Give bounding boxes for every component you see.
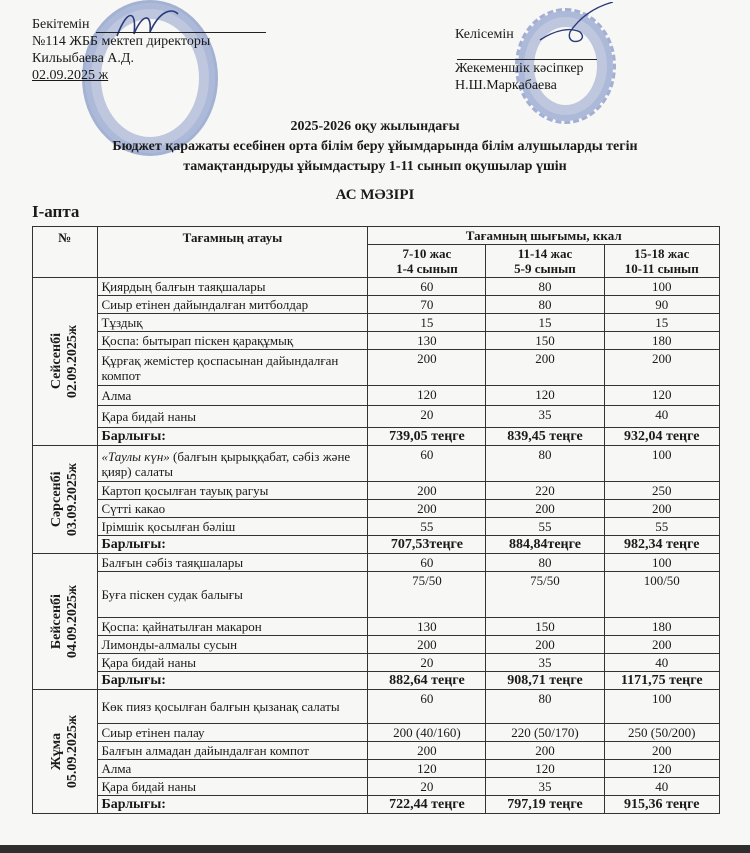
total-price: 908,71 теңге [486,672,604,690]
group-header [486,245,604,278]
dish-name [97,778,368,796]
agreement-name: Н.Ш.Маркабаева [455,78,557,93]
group-age: 15-18 жас [634,246,690,261]
dish-name [97,618,368,636]
portion-value: 55 [486,518,604,536]
portion-value: 80 [486,690,604,724]
table-row [33,386,720,406]
portion-value: 35 [486,654,604,672]
dish-name [97,332,368,350]
day-date: 04.09.2025ж [64,584,80,659]
total-price: 884,84теңге [486,536,604,554]
dish-name [97,350,368,386]
portion-value: 60 [368,690,486,724]
page-title: АС МӘЗІРІ [335,187,415,203]
portion-value: 80 [486,554,604,572]
portion-value: 15 [604,314,720,332]
total-price: 739,05 теңге [368,428,486,446]
portion-value: 120 [486,760,604,778]
portion-value: 200 [486,636,604,654]
day-name: Бейсенбі [48,593,64,650]
dish-name-text: Қара бидай наны [101,655,197,670]
portion-value: 20 [368,778,486,796]
header-line-2: Бюджет қаражаты есебінен орта білім беру ұйымдарында білім алушыларды тегін [112,139,638,154]
agreement-block [455,26,655,94]
portion-value: 120 [368,386,486,406]
portion-value: 200 [368,742,486,760]
group-age: 7-10 жас [402,246,452,261]
portion-value: 120 [604,760,720,778]
portion-value: 20 [368,406,486,428]
day-date: 05.09.2025ж [64,714,80,789]
total-row [33,672,720,690]
col-name-header: Тағамның атауы [97,227,368,278]
dish-name [97,296,368,314]
portion-value: 100 [604,690,720,724]
portion-value: 35 [486,778,604,796]
portion-value: 40 [604,778,720,796]
group-age: 11-14 жас [517,246,573,261]
bottom-edge [0,845,750,853]
dish-name-text: Лимонды-алмалы сусын [101,637,238,652]
day-cell [33,690,98,814]
dish-name [97,572,368,618]
dish-name [97,446,368,482]
portion-value: 200 [486,742,604,760]
portion-value: 55 [604,518,720,536]
table-row [33,778,720,796]
dish-name-text: Сиыр етінен палау [101,725,205,740]
portion-value: 200 [604,500,720,518]
portion-value: 100/50 [604,572,720,618]
total-price: 1171,75 теңге [604,672,720,690]
day-cell [33,554,98,690]
portion-value: 80 [486,296,604,314]
dish-name [97,636,368,654]
dish-name-text: Ірімшік қосылған бәліш [101,519,236,534]
dish-name-text: Балғын алмадан дайындалған компот [101,743,309,758]
portion-value: 60 [368,446,486,482]
total-row [33,796,720,814]
portion-value: 75/50 [486,572,604,618]
dish-name-text: Сиыр етінен дайындалған митболдар [101,297,309,312]
approval-date: 02.09.2025 ж [32,68,109,83]
portion-value: 250 (50/200) [604,724,720,742]
portion-value: 220 (50/170) [486,724,604,742]
table-row [33,278,720,296]
day-name: Сейсенбі [48,333,64,390]
day-cell [33,278,98,446]
portion-value: 35 [486,406,604,428]
total-label: Барлығы: [97,672,368,690]
portion-value: 180 [604,332,720,350]
portion-value: 200 [368,636,486,654]
dish-name-text: Қара бидай наны [101,779,197,794]
agreement-position: Жекеменшік кәсіпкер [455,61,584,76]
dish-name [97,406,368,428]
table-row [33,654,720,672]
total-label: Барлығы: [97,796,368,814]
dish-name-text: Тұздық [101,315,143,330]
signature-line [96,20,266,33]
table-row [33,296,720,314]
col-number-header: № [33,227,98,278]
table-row [33,572,720,618]
dish-name [97,554,368,572]
day-label [49,585,81,658]
portion-value: 220 [486,482,604,500]
table-row [33,618,720,636]
portion-value: 200 [486,500,604,518]
table-row [33,554,720,572]
portion-value: 200 [604,742,720,760]
portion-value: 55 [368,518,486,536]
dish-name [97,654,368,672]
dish-name-text: Буға піскен судак балығы [101,587,243,602]
portion-value: 130 [368,332,486,350]
portion-value: 120 [604,386,720,406]
group-header [368,245,486,278]
header-line-1: 2025-2026 оқу жылындағы [290,119,460,134]
table-row [33,636,720,654]
dish-name-text: Алма [101,388,132,403]
portion-value: 100 [604,554,720,572]
dish-name [97,742,368,760]
approval-label: Бекітемін [32,17,90,32]
dish-name [97,314,368,332]
dish-name-text: Балғын сәбіз таяқшалары [101,555,244,570]
total-price: 882,64 теңге [368,672,486,690]
table-row [33,406,720,428]
day-name: Сәрсенбі [48,471,64,528]
portion-value: 40 [604,654,720,672]
portion-value: 120 [368,760,486,778]
portion-value: 60 [368,554,486,572]
portion-value: 200 [368,500,486,518]
table-row [33,482,720,500]
dish-name [97,518,368,536]
day-name: Жұма [48,732,64,771]
total-price: 839,45 теңге [486,428,604,446]
portion-value: 100 [604,278,720,296]
portion-value: 80 [486,446,604,482]
portion-value: 150 [486,618,604,636]
portion-value: 200 [604,636,720,654]
total-price: 797,19 теңге [486,796,604,814]
dish-name-text: Картоп қосылған тауық рагуы [101,483,269,498]
portion-value: 150 [486,332,604,350]
header-line-3: тамақтандыруды ұйымдастыру 1-11 сынып оқушылар үшін [183,159,567,174]
dish-name [97,690,368,724]
total-price: 915,36 теңге [604,796,720,814]
approval-block [32,16,292,84]
signature-line [457,47,597,60]
group-grade: 1-4 сынып [396,261,458,276]
table-row [33,742,720,760]
group-grade: 10-11 сынып [624,261,699,276]
table-row [33,518,720,536]
day-label [49,463,81,536]
portion-value: 40 [604,406,720,428]
table-row [33,314,720,332]
dish-name-text: Құрғақ жемістер қоспасынан дайындалған компот [101,352,339,383]
dish-name-text: Сүтті какао [101,501,166,516]
total-price: 707,53теңге [368,536,486,554]
portion-value: 80 [486,278,604,296]
total-row [33,536,720,554]
col-output-header: Тағамның шығымы, ккал [368,227,720,245]
table-row [33,446,720,482]
dish-name-text: Қоспа: бытырап піскен қарақұмық [101,333,294,348]
group-grade: 5-9 сынып [514,261,576,276]
day-date: 02.09.2025ж [64,324,80,399]
day-cell [33,446,98,554]
table-row [33,760,720,778]
group-header [604,245,720,278]
table-row [33,724,720,742]
approval-name: Кильыбаева А.Д. [32,51,134,66]
table-row [33,332,720,350]
dish-name [97,500,368,518]
portion-value: 250 [604,482,720,500]
dish-name [97,386,368,406]
menu-table [32,226,720,814]
dish-name [97,482,368,500]
dish-name [97,724,368,742]
total-label: Барлығы: [97,428,368,446]
dish-name-text: Көк пияз қосылған балғын қызанақ салаты [101,699,340,714]
portion-value: 60 [368,278,486,296]
portion-value: 100 [604,446,720,482]
agreement-label: Келісемін [455,27,514,42]
total-row [33,428,720,446]
portion-value: 200 (40/160) [368,724,486,742]
dish-name-text: Қиярдың балғын таяқшалары [101,279,266,294]
table-row [33,500,720,518]
portion-value: 75/50 [368,572,486,618]
table-row [33,350,720,386]
total-label: Барлығы: [97,536,368,554]
portion-value: 200 [604,350,720,386]
portion-value: 120 [486,386,604,406]
portion-value: 20 [368,654,486,672]
portion-value: 70 [368,296,486,314]
portion-value: 130 [368,618,486,636]
portion-value: 180 [604,618,720,636]
dish-name-italic: «Таулы күн» [101,448,170,464]
portion-value: 15 [368,314,486,332]
dish-name-text: Қоспа: қайнатылған макарон [101,619,262,634]
table-row [33,690,720,724]
total-price: 722,44 теңге [368,796,486,814]
approval-position: №114 ЖББ мектеп директоры [32,34,211,49]
portion-value: 200 [368,350,486,386]
dish-name-text: Алма [101,761,132,776]
portion-value: 15 [486,314,604,332]
dish-name [97,760,368,778]
dish-name-text: (балғын қырыққабат, сәбіз және қияр) салаты [101,448,351,479]
dish-name [97,278,368,296]
day-date: 03.09.2025ж [64,462,80,537]
dish-name-text: Қара бидай наны [101,409,197,424]
total-price: 982,34 теңге [604,536,720,554]
portion-value: 200 [368,482,486,500]
day-label [49,715,81,788]
portion-value: 90 [604,296,720,314]
day-label [49,325,81,398]
portion-value: 200 [486,350,604,386]
week-label: I-апта [32,202,80,221]
total-price: 932,04 теңге [604,428,720,446]
